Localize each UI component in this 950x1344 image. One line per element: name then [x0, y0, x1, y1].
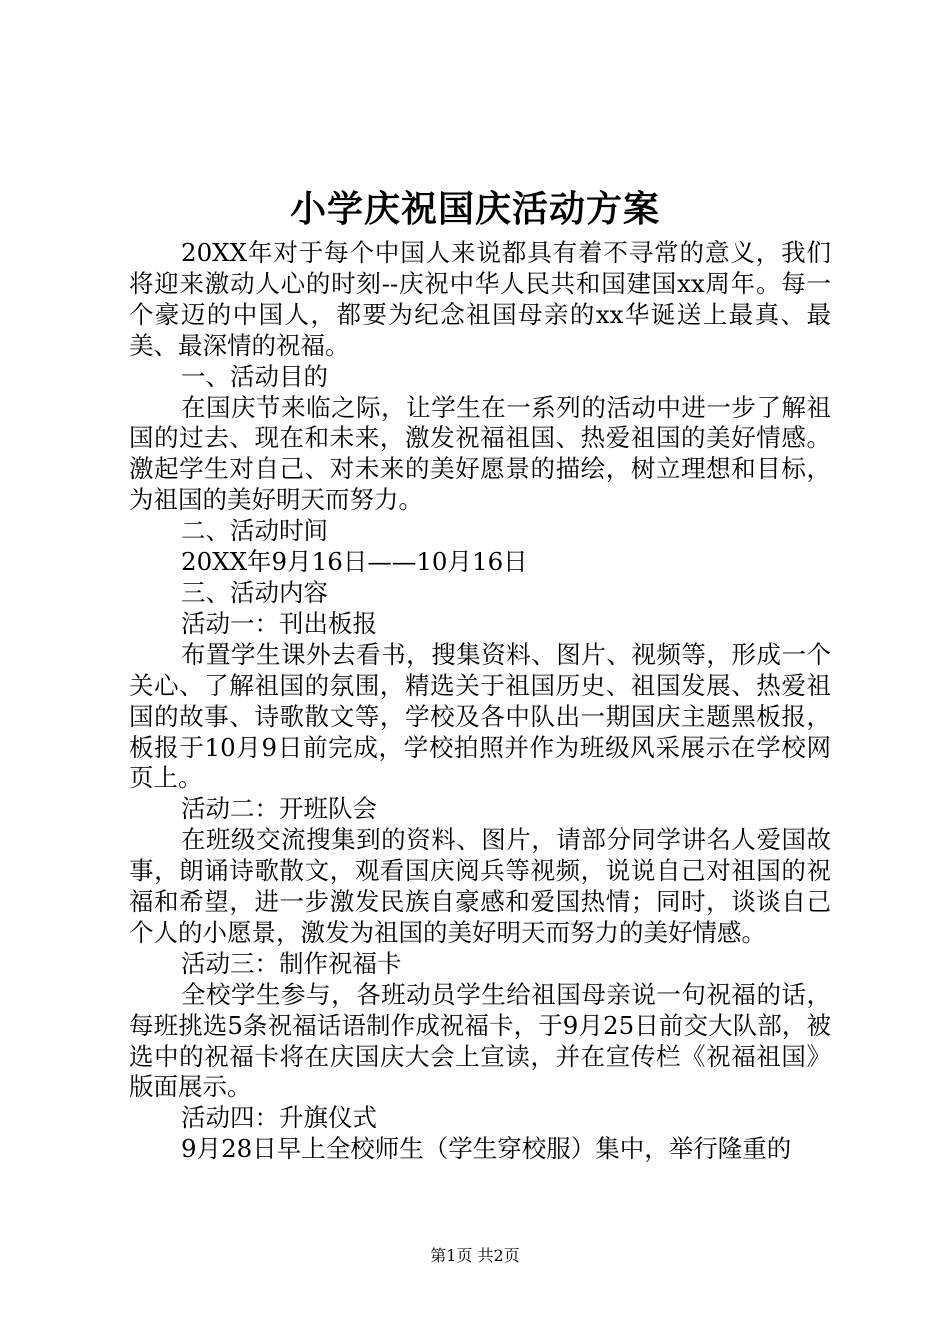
activity-three-paragraph: 全校学生参与，各班动员学生给祖国母亲说一句祝福的话，每班挑选5条祝福话语制作成祝福卡，于9月25日前交大队部，被选中的祝福卡将在庆国庆大会上宣读，并在宣传栏《祝福祖国》版面展示。 — [129, 979, 831, 1102]
section-heading-content: 三、活动内容 — [181, 577, 328, 607]
section-heading-time: 二、活动时间 — [181, 516, 328, 546]
section-heading-purpose: 一、活动目的 — [181, 361, 328, 391]
document-title: 小学庆祝国庆活动方案 — [289, 188, 660, 230]
document-body — [129, 238, 831, 1165]
activity-two-paragraph: 在班级交流搜集到的资料、图片，请部分同学讲名人爱国故事，朗诵诗歌散文，观看国庆阅兵等视频，说说自己对祖国的祝福和希望，进一步激发民族自豪感和爱国热情；同时，谈谈自己个人的小愿景，激发为祖国的美好明天而努力的美好情感。 — [129, 825, 831, 947]
activity-one-heading: 活动一：刊出板报 — [181, 608, 377, 638]
purpose-paragraph: 在国庆节来临之际，让学生在一系列的活动中进一步了解祖国的过去、现在和未来，激发祝福祖国、热爱祖国的美好情感。激起学生对自己、对未来的美好愿景的描绘，树立理想和目标，为祖国的美好明天而努力。 — [129, 392, 831, 515]
activity-one-paragraph: 布置学生课外去看书，搜集资料、图片、视频等，形成一个关心、了解祖国的氛围，精选关于祖国历史、祖国发展、热爱祖国的故事、诗歌散文等，学校及各中队出一期国庆主题黑板报，板报于10月9日前完成，学校拍照并作为班级风采展示在学校网页上。 — [129, 639, 831, 793]
activity-four-heading: 活动四：升旗仪式 — [181, 1103, 377, 1133]
page-footer: 第1页 共2页 — [430, 1246, 520, 1265]
activity-four-paragraph: 9月28日早上全校师生（学生穿校服）集中，举行隆重的 — [181, 1134, 792, 1164]
time-paragraph: 20XX年9月16日——10月16日 — [181, 547, 528, 577]
activity-two-heading: 活动二：开班队会 — [181, 794, 377, 824]
activity-three-heading: 活动三：制作祝福卡 — [181, 948, 402, 978]
intro-paragraph: 20XX年对于每个中国人来说都具有着不寻常的意义，我们将迎来激动人心的时刻--庆祝中华人民共和国建国xx周年。每一个豪迈的中国人，都要为纪念祖国母亲的xx华诞送上最真、最美、最深情的祝福。 — [129, 238, 831, 360]
